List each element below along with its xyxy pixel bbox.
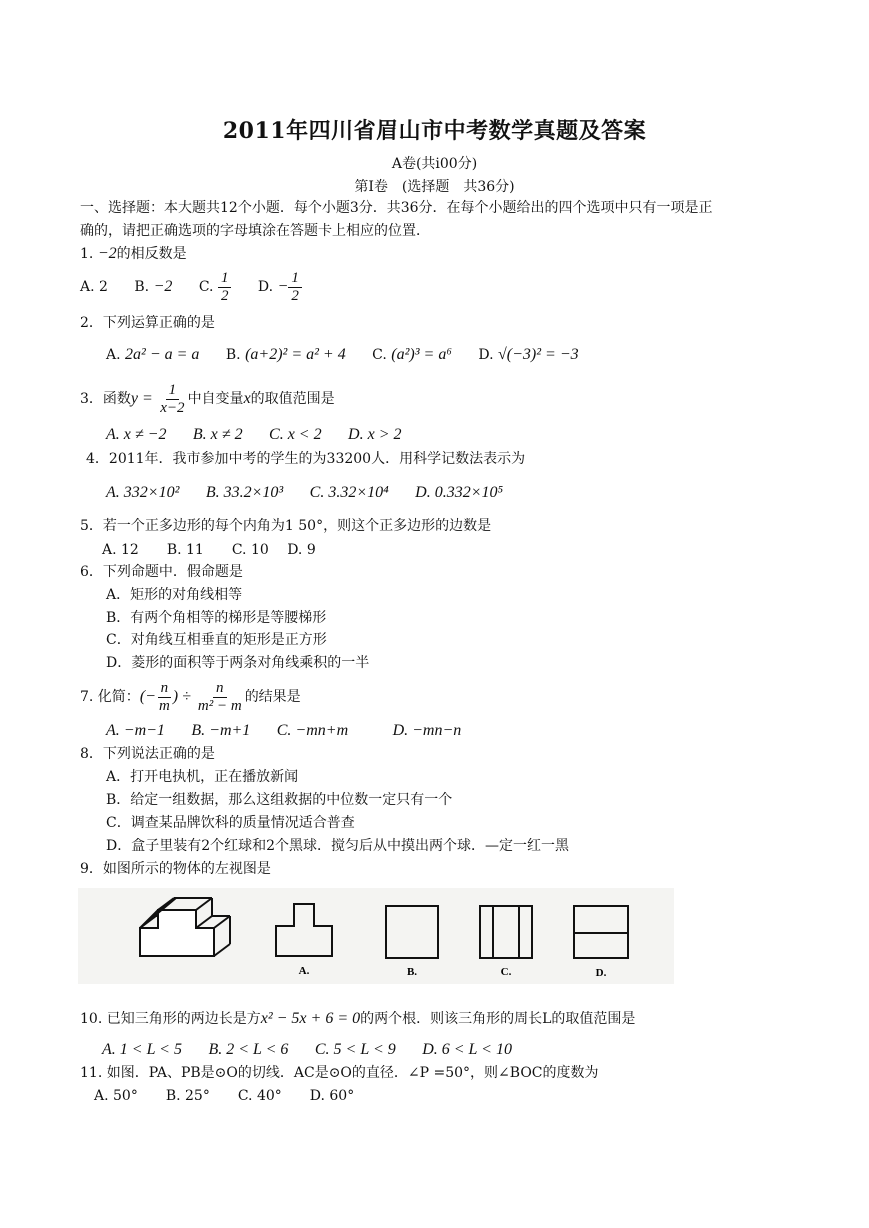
q2-option-a-math: 2a² − a = a bbox=[125, 346, 200, 363]
q7-stem bbox=[80, 678, 301, 716]
q6-option-a: A．矩形的对角线相等 bbox=[106, 587, 243, 603]
q1-option-d-fraction bbox=[288, 270, 302, 305]
q9-stem: 9．如图所示的物体的左视图是 bbox=[80, 861, 271, 877]
q3-option-b: B. x ≠ 2 bbox=[192, 426, 243, 443]
q3-stem-prefix: 3．函数 bbox=[80, 391, 131, 407]
q10-option-a: A. 1 < L < 5 bbox=[102, 1041, 182, 1058]
q2-option-c-label: C. bbox=[372, 347, 387, 363]
q7-option-d: D. −mn−n bbox=[392, 722, 462, 739]
q11-options: A. 50° B. 25° C. 40° D. 60° bbox=[94, 1088, 355, 1104]
q9-figure bbox=[78, 888, 674, 984]
q1-d-denominator: 2 bbox=[291, 287, 299, 304]
q1-d-numerator: 1 bbox=[288, 270, 302, 288]
q1-stem-text: 的相反数是 bbox=[116, 246, 187, 262]
q1-option-c bbox=[199, 268, 232, 306]
q7-f1-denominator: m bbox=[158, 697, 170, 714]
q2-option-b bbox=[226, 346, 346, 364]
q1-number: 1. bbox=[80, 246, 94, 262]
q1-option-d-sign: − bbox=[277, 278, 289, 295]
q1-c-numerator: 1 bbox=[218, 270, 232, 288]
q1-stem-math: −2 bbox=[97, 245, 117, 262]
q1-option-b-label: B. bbox=[134, 279, 150, 295]
q1-option-c-label: C. bbox=[198, 279, 214, 295]
q10-stem-post: 的两个根．则该三角形的周长L的取值范围是 bbox=[360, 1011, 636, 1027]
q8-option-d: D．盒子里装有2个红球和2个黑球．搅匀后从中摸出两个球．—定一红一黑 bbox=[106, 838, 570, 854]
q4-option-d: D. 0.332×10⁵ bbox=[415, 484, 504, 501]
q7-f2-numerator: n bbox=[213, 680, 227, 698]
q3-option-a: A. x ≠ −2 bbox=[106, 426, 167, 443]
q9-label-c: C. bbox=[500, 966, 512, 978]
q3-option-c: C. x < 2 bbox=[269, 426, 322, 443]
q7-stem-prefix: 7. 化简： bbox=[80, 689, 140, 705]
q3-stem bbox=[80, 380, 335, 418]
q1-c-denominator: 2 bbox=[220, 287, 229, 304]
q8-option-a: A．打开电执机，正在播放新闻 bbox=[106, 769, 299, 785]
q10-stem bbox=[80, 1010, 635, 1028]
q3-stem-y: y = bbox=[130, 390, 153, 407]
page-title: 2011年四川省眉山市中考数学真题及答案 bbox=[222, 118, 647, 144]
q7-stem-post: 的结果是 bbox=[244, 689, 301, 705]
q1-stem bbox=[80, 245, 187, 263]
q10-option-c: C. 5 < L < 9 bbox=[314, 1041, 396, 1058]
q2-option-d-math: √(−3)² = −3 bbox=[497, 346, 579, 363]
q7-fraction-2 bbox=[195, 680, 245, 715]
q6-option-d: D．菱形的面积等于两条对角线乘积的一半 bbox=[106, 655, 370, 671]
q7-close-div: ) ÷ bbox=[172, 688, 195, 705]
q2-option-d bbox=[478, 346, 578, 364]
q4-option-a: A. 332×10² bbox=[106, 484, 180, 501]
q10-stem-prefix: 10. 已知三角形的两边长是方 bbox=[80, 1011, 261, 1027]
q1-option-d bbox=[258, 268, 302, 306]
q7-fraction-1 bbox=[156, 680, 173, 715]
q3-stem-post: 中自变量 bbox=[187, 391, 244, 407]
q1-option-c-fraction bbox=[218, 270, 232, 305]
q1-option-b bbox=[134, 268, 172, 306]
q8-stem: 8．下列说法正确的是 bbox=[80, 746, 215, 762]
q3-stem-x: x bbox=[243, 390, 251, 407]
q3-numerator: 1 bbox=[166, 382, 180, 400]
q9-label-d: D. bbox=[595, 967, 607, 979]
q7-open-paren: (− bbox=[139, 688, 156, 705]
q10-option-b: B. 2 < L < 6 bbox=[208, 1041, 289, 1058]
q6-option-b: B．有两个角相等的梯形是等腰梯形 bbox=[106, 610, 327, 626]
q7-option-c: C. −mn+m bbox=[276, 722, 349, 739]
q3-options bbox=[106, 426, 424, 444]
q7-options bbox=[106, 722, 483, 740]
q4-options bbox=[106, 484, 525, 502]
q7-option-a: A. −m−1 bbox=[106, 722, 165, 739]
instructions-line-1: 一、选择题：本大题共12个小题．每个小题3分．共36分．在每个小题给出的四个选项中只有一项是正 bbox=[80, 200, 713, 216]
q10-option-d: D. 6 < L < 10 bbox=[422, 1041, 512, 1058]
q5-options: A. 12 B. 11 C. 10 D. 9 bbox=[102, 542, 316, 558]
paper-subtitle: A卷(共i00分) bbox=[391, 156, 478, 172]
instructions-line-2: 确的，请把正确选项的字母填涂在答题卡上相应的位置． bbox=[80, 223, 430, 239]
q1-option-a: A. 2 bbox=[80, 279, 108, 295]
q2-option-a-label: A. bbox=[106, 347, 121, 363]
q1-option-d-label: D. bbox=[257, 279, 274, 295]
q2-option-b-label: B. bbox=[225, 347, 241, 363]
q8-option-c: C．调查某品牌饮科的质量情况适合普查 bbox=[106, 815, 355, 831]
q3-stem-end: 的取值范围是 bbox=[250, 391, 335, 407]
q2-options bbox=[106, 346, 601, 364]
q7-option-b: B. −m+1 bbox=[191, 722, 251, 739]
q4-option-b: B. 33.2×10³ bbox=[205, 484, 284, 501]
q1-options bbox=[80, 268, 324, 306]
q7-f1-numerator: n bbox=[158, 680, 172, 698]
q2-option-a bbox=[106, 346, 199, 364]
q2-option-c bbox=[372, 346, 452, 364]
q7-f2-denominator: m² − m bbox=[197, 697, 242, 714]
q2-stem: 2．下列运算正确的是 bbox=[80, 315, 215, 331]
q1-option-b-math: −2 bbox=[153, 278, 173, 295]
section-heading: 第Ⅰ卷 (选择题 共36分) bbox=[354, 179, 515, 195]
q10-options bbox=[102, 1041, 534, 1059]
q2-option-d-label: D. bbox=[478, 347, 494, 363]
q4-stem: 4．2011年．我市参加中考的学生的为33200人．用科学记数法表示为 bbox=[86, 451, 526, 467]
q6-stem: 6．下列命题中．假命题是 bbox=[80, 564, 243, 580]
q8-option-b: B．给定一组数据，那么这组救据的中位数一定只有一个 bbox=[106, 792, 453, 808]
q3-denominator: x−2 bbox=[160, 399, 185, 416]
q3-fraction bbox=[157, 382, 187, 417]
q11-stem: 11. 如图．PA、PB是⊙O的切线．AC是⊙O的直径．∠P =50°，则∠BOC的度数为 bbox=[80, 1065, 599, 1081]
q10-equation: x² − 5x + 6 = 0 bbox=[260, 1010, 361, 1027]
q4-option-c: C. 3.32×10⁴ bbox=[309, 484, 389, 501]
q2-option-b-math: (a+2)² = a² + 4 bbox=[245, 346, 346, 363]
q6-option-c: C．对角线互相垂直的矩形是正方形 bbox=[106, 632, 327, 648]
q9-label-a: A. bbox=[298, 965, 310, 977]
q2-option-c-math: (a²)³ = a⁶ bbox=[391, 346, 452, 363]
q9-label-b: B. bbox=[406, 966, 418, 978]
q5-stem: 5．若一个正多边形的每个内角为1 50°，则这个正多边形的边数是 bbox=[80, 518, 492, 534]
q3-option-d: D. x > 2 bbox=[348, 426, 402, 443]
